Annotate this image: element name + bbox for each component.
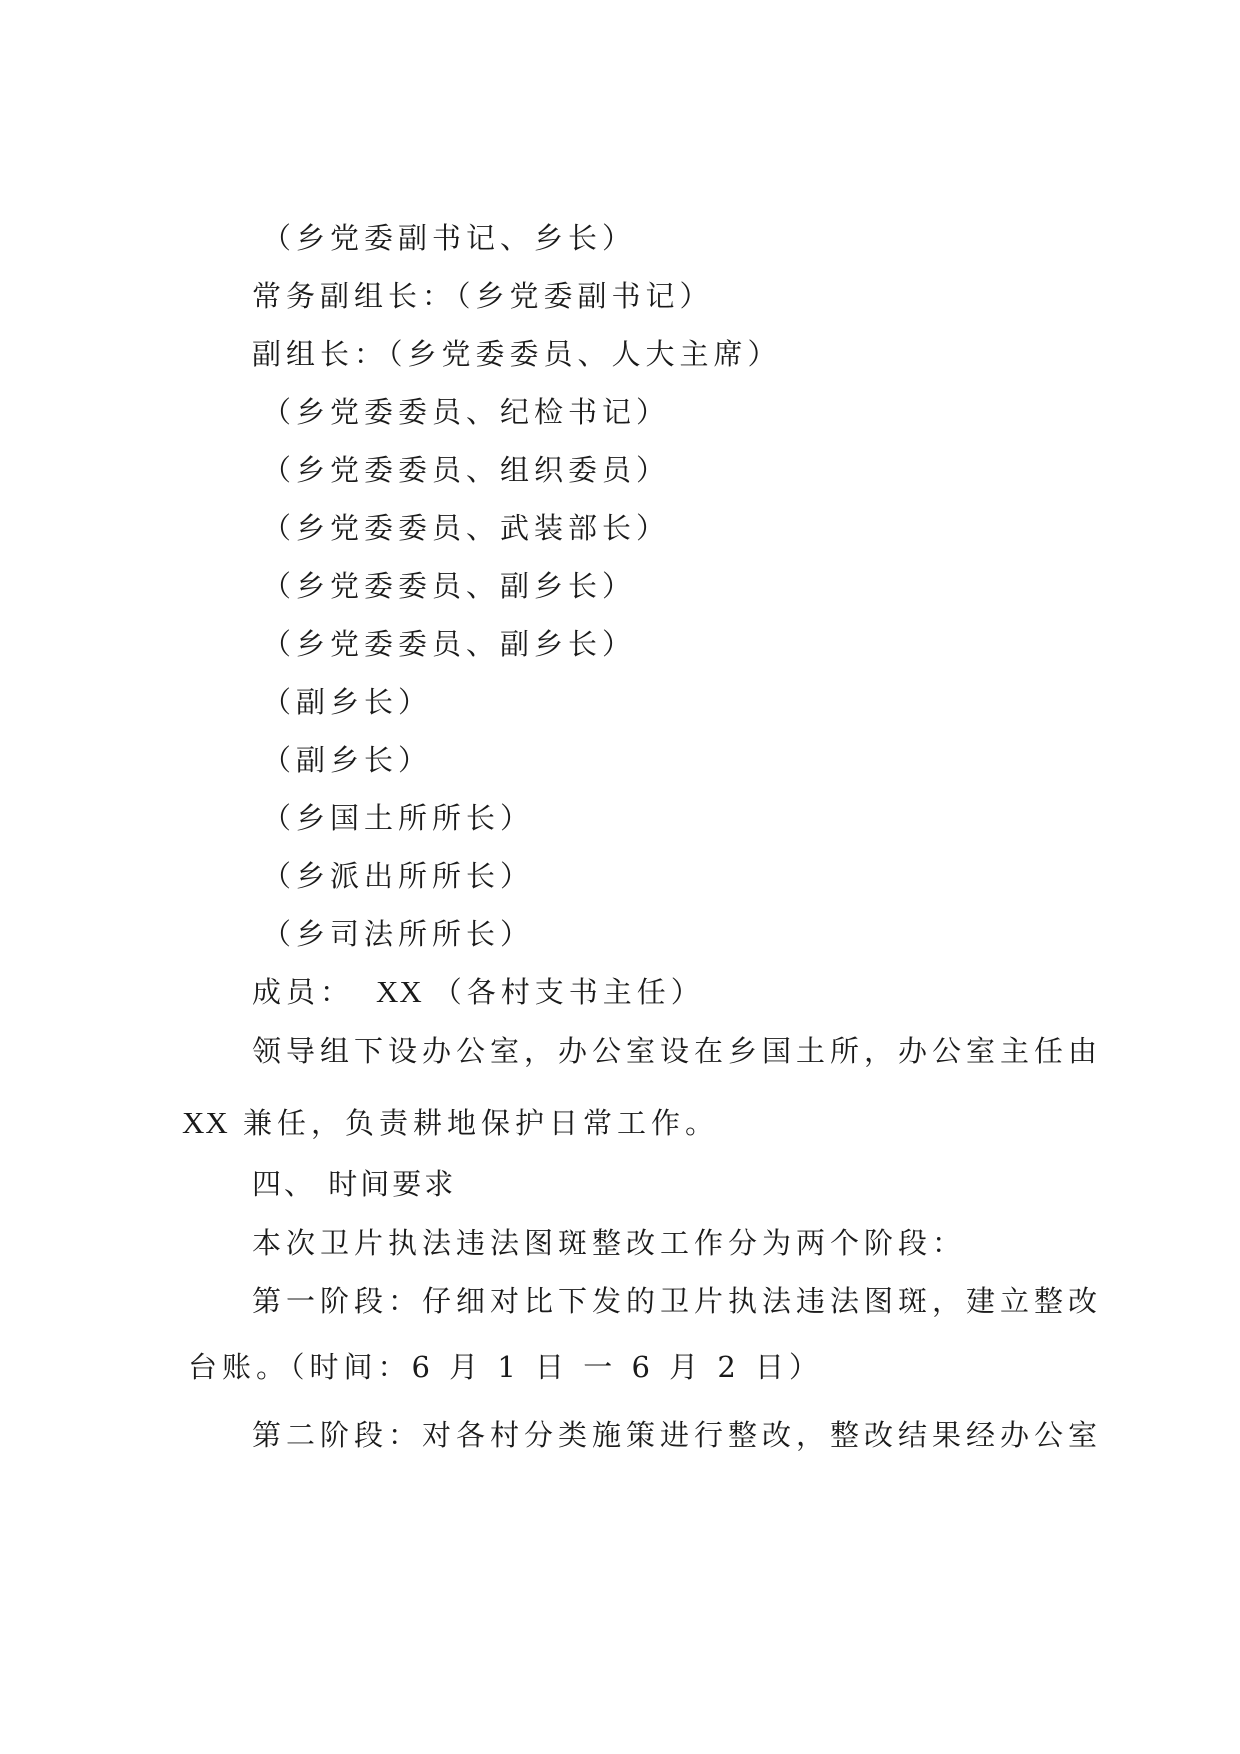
- deputy-leader-item: （副乡长）: [262, 685, 433, 719]
- deputy-leader-item: （副乡长）: [262, 743, 433, 777]
- office-paragraph-rest: 兼任，负责耕地保护日常工作。: [228, 1106, 720, 1140]
- stages-intro: 本次卫片执法违法图斑整改工作分为两个阶段：: [252, 1226, 967, 1260]
- office-director-name: XX: [182, 1105, 229, 1140]
- leader-line: （乡党委副书记、乡长）: [262, 221, 637, 255]
- deputy-leader-item: （乡党委委员、武装部长）: [262, 511, 671, 545]
- deputy-leader-item: （乡党委委员、组织委员）: [262, 453, 671, 487]
- stage-two-line: 第二阶段：对各村分类施策进行整改，整改结果经办公室: [252, 1418, 1103, 1452]
- members-role: （各村支书主任）: [432, 975, 705, 1009]
- deputy-leader-item: （乡党委委员、纪检书记）: [262, 395, 671, 429]
- deputy-leader-item: （乡司法所所长）: [262, 917, 535, 951]
- deputy-leader-item: （乡派出所所长）: [262, 859, 535, 893]
- stage-one-line: 台账。（时间：6 月 1 日 一 6 月 2 日）: [188, 1350, 824, 1384]
- deputy-leader-item: （乡党委委员、副乡长）: [262, 569, 637, 603]
- members-name: XX: [376, 974, 423, 1009]
- deputy-leader-line: 副组长：（乡党委委员、人大主席）: [252, 337, 782, 371]
- section-heading: 四、 时间要求: [252, 1167, 457, 1201]
- deputy-leader-item: （乡国土所所长）: [262, 801, 535, 835]
- office-paragraph-line: 领导组下设办公室，办公室设在乡国土所，办公室主任由: [252, 1034, 1103, 1068]
- members-label: 成员：: [252, 975, 355, 1009]
- members-line: [252, 972, 705, 1012]
- office-paragraph-line: [182, 1103, 719, 1143]
- executive-deputy-leader-line: 常务副组长：（乡党委副书记）: [252, 279, 714, 313]
- stage-one-line: 第一阶段：仔细对比下发的卫片执法违法图斑，建立整改: [252, 1284, 1103, 1318]
- deputy-leader-item: （乡党委委员、副乡长）: [262, 627, 637, 661]
